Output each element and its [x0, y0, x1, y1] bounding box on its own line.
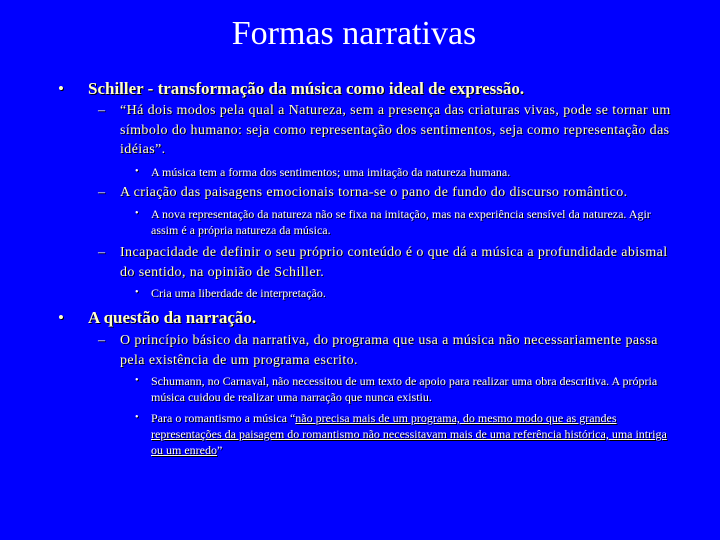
section-1-point-3-text: Incapacidade de definir o seu próprio conteúdo é o que dá a música a profundidade abismal do sentido, na opinião de Schiller. — [120, 245, 668, 280]
section-2-point-1-sub-2 — [135, 410, 671, 458]
dash-icon: – — [98, 333, 106, 348]
section-1-point-3-sub-1-text: Cria uma liberdade de interpretação. — [151, 286, 326, 300]
bullet-icon: • — [135, 166, 139, 177]
section-2-point-1-sub-1 — [135, 373, 671, 405]
bullet-icon: • — [135, 375, 139, 386]
section-2-heading-text: A questão da narração. — [88, 308, 257, 327]
section-1-point-1-text: “Há dois modos pela qual a Natureza, sem a presença das criaturas vivas, pode se tornar um símbolo do humano: seja como representação dos sentimentos, seja como representação das idéias”. — [120, 103, 671, 157]
dash-icon: – — [98, 185, 106, 200]
bullet-icon: • — [135, 208, 139, 219]
section-1-heading-text: Schiller - transformação da música como ideal de expressão. — [88, 79, 525, 98]
section-2-point-1-text: O princípio básico da narrativa, do programa que usa a música não necessariamente passa pela existência de um programa escrito. — [120, 333, 658, 368]
section-2-point-1-sub-1-text: Schumann, no Carnaval, não necessitou de um texto de apoio para realizar uma obra descritiva. A própria música cuidou de realizar uma narração que nunca existiu. — [151, 374, 658, 404]
section-1-point-1 — [98, 101, 685, 160]
section-2-point-1 — [98, 331, 685, 370]
dash-icon: – — [98, 245, 106, 260]
bullet-icon: • — [58, 79, 64, 98]
quote-link[interactable]: não precisa mais de um programa, do mesmo modo que as grandes representações da paisagem do romantismo não necessitavam mais de uma referência histórica, uma intriga ou um enredo — [151, 411, 667, 457]
slide-title: Formas narrativas — [231, 15, 477, 52]
section-1-heading — [58, 78, 698, 100]
section-1-point-2 — [98, 183, 685, 203]
section-1-point-3-sub-1 — [135, 285, 671, 301]
section-2-point-1-sub-2-suffix: ” — [216, 443, 223, 457]
section-1-point-2-sub-1-text: A nova representação da natureza não se fixa na imitação, mas na experiência sensível da natureza. Agir assim é a própria natureza da música. — [151, 207, 651, 237]
section-1-point-1-sub-1-text: A música tem a forma dos sentimentos; uma imitação da natureza humana. — [151, 165, 511, 179]
dash-icon: – — [98, 103, 106, 118]
bullet-icon: • — [135, 412, 139, 423]
section-1-point-2-text: A criação das paisagens emocionais torna-se o pano de fundo do discurso romântico. — [120, 185, 628, 200]
section-2-heading — [58, 307, 698, 329]
section-1-point-1-sub-1 — [135, 164, 671, 180]
section-2-point-1-sub-2-prefix: Para o romantismo a música “ — [151, 411, 296, 425]
section-1-point-3 — [98, 243, 685, 282]
bullet-icon: • — [135, 287, 139, 298]
section-1-point-2-sub-1 — [135, 206, 671, 238]
bullet-icon: • — [58, 308, 64, 327]
